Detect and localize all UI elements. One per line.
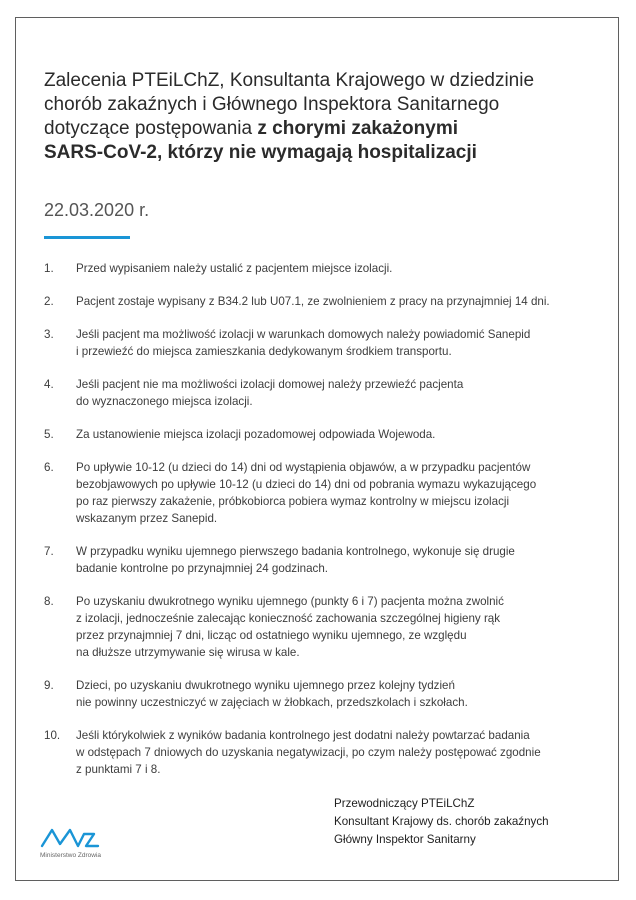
list-item-number: 5. bbox=[44, 428, 54, 441]
list-item bbox=[44, 326, 614, 360]
logo-caption: Ministerstwo Zdrowia bbox=[40, 852, 102, 859]
list-item-number: 3. bbox=[44, 328, 54, 341]
list-item-number: 10. bbox=[44, 729, 61, 742]
list-item bbox=[44, 727, 614, 778]
list-item-line: z izolacji, jednocześnie zalecając konieczność zachowania szczególnej higieny rąk bbox=[76, 612, 501, 625]
list-item-line: badanie kontrolne po przynajmniej 24 godzinach. bbox=[76, 562, 329, 575]
list-item-line: Jeśli pacjent nie ma możliwości izolacji domowej należy przewieźć pacjenta bbox=[76, 378, 464, 391]
list-item-text bbox=[76, 543, 614, 577]
list-item-line: na dłuższe utrzymywanie się wirusa w kale. bbox=[76, 646, 300, 659]
recommendations-list bbox=[44, 260, 614, 794]
list-item-line: przez przynajmniej 7 dni, licząc od ostatniego wyniku ujemnego, ze względu bbox=[76, 629, 467, 642]
signature-block bbox=[334, 795, 549, 849]
list-item-line: z punktami 7 i 8. bbox=[76, 763, 161, 776]
title-line-4: SARS-CoV-2, którzy nie wymagają hospitalizacji bbox=[44, 142, 477, 163]
list-item-number: 8. bbox=[44, 595, 54, 608]
list-item-line: do wyznaczonego miejsca izolacji. bbox=[76, 395, 253, 408]
list-item-line: i przewieźć do miejsca zamieszkania dedykowanym środkiem transportu. bbox=[76, 345, 452, 358]
document-date: 22.03.2020 r. bbox=[44, 200, 150, 220]
list-item bbox=[44, 260, 614, 277]
list-item-text bbox=[76, 727, 614, 778]
list-item-line: wskazanym przez Sanepid. bbox=[76, 512, 218, 525]
list-item-line: Po upływie 10-12 (u dzieci do 14) dni od wystąpienia objawów, a w przypadku pacjentów bbox=[76, 461, 531, 474]
ministry-logo bbox=[40, 824, 130, 864]
list-item-line: Za ustanowienie miejsca izolacji pozadomowej odpowiada Wojewoda. bbox=[76, 428, 436, 441]
list-item-number: 6. bbox=[44, 461, 54, 474]
list-item-text bbox=[76, 426, 614, 443]
list-item-line: Jeśli pacjent ma możliwość izolacji w warunkach domowych należy powiadomić Sanepid bbox=[76, 328, 531, 341]
document-title bbox=[44, 69, 604, 165]
list-item-text bbox=[76, 593, 614, 661]
title-line-3-regular: dotyczące postępowania bbox=[44, 118, 258, 139]
signature-line-2: Konsultant Krajowy ds. chorób zakaźnych bbox=[334, 815, 549, 828]
list-item-text bbox=[76, 459, 614, 527]
list-item-line: Pacjent zostaje wypisany z B34.2 lub U07.1, ze zwolnieniem z pracy na przynajmniej 14 dni. bbox=[76, 295, 550, 308]
list-item-text bbox=[76, 293, 614, 310]
title-line-1: Zalecenia PTEiLChZ, Konsultanta Krajowego w dziedzinie bbox=[44, 70, 535, 91]
list-item bbox=[44, 293, 614, 310]
title-line-2: chorób zakaźnych i Głównego Inspektora Sanitarnego bbox=[44, 94, 500, 115]
list-item-line: bezobjawowych po upływie 10-12 (u dzieci do 14) dni od pobrania wymazu wykazującego bbox=[76, 478, 537, 491]
list-item-line: Po uzyskaniu dwukrotnego wyniku ujemnego (punkty 6 i 7) pacjenta można zwolnić bbox=[76, 595, 504, 608]
list-item-number: 1. bbox=[44, 262, 54, 275]
list-item-number: 2. bbox=[44, 295, 54, 308]
list-item-number: 7. bbox=[44, 545, 54, 558]
list-item bbox=[44, 459, 614, 527]
list-item-text bbox=[76, 326, 614, 360]
list-item-line: Jeśli którykolwiek z wyników badania kontrolnego jest dodatni należy powtarzać badania bbox=[76, 729, 530, 742]
list-item-text bbox=[76, 677, 614, 711]
list-item-number: 4. bbox=[44, 378, 54, 391]
signature-line-3: Główny Inspektor Sanitarny bbox=[334, 833, 476, 846]
list-item-line: Przed wypisaniem należy ustalić z pacjentem miejsce izolacji. bbox=[76, 262, 393, 275]
list-item-line: Dzieci, po uzyskaniu dwukrotnego wyniku ujemnego przez kolejny tydzień bbox=[76, 679, 455, 692]
list-item-text bbox=[76, 376, 614, 410]
list-item-line: w odstępach 7 dniowych do uzyskania negatywizacji, po czym należy postępować zgodnie bbox=[76, 746, 541, 759]
list-item-line: W przypadku wyniku ujemnego pierwszego badania kontrolnego, wykonuje się drugie bbox=[76, 545, 515, 558]
signature-line-1: Przewodniczący PTEiLChZ bbox=[334, 797, 475, 810]
list-item-text bbox=[76, 260, 614, 277]
title-line-3-bold: z chorymi zakażonymi bbox=[257, 118, 458, 139]
list-item bbox=[44, 376, 614, 410]
list-item bbox=[44, 543, 614, 577]
list-item-line: po raz pierwszy zakażenie, próbkobiorca pobiera wymaz kontrolny w miejscu izolacji bbox=[76, 495, 510, 508]
list-item bbox=[44, 593, 614, 661]
title-line-3 bbox=[44, 117, 604, 141]
list-item-number: 9. bbox=[44, 679, 54, 692]
list-item bbox=[44, 677, 614, 711]
accent-rule bbox=[44, 236, 130, 239]
list-item bbox=[44, 426, 614, 443]
ministry-logo-mark-icon bbox=[40, 824, 120, 850]
list-item-line: nie powinny uczestniczyć w zajęciach w żłobkach, przedszkolach i szkołach. bbox=[76, 696, 468, 709]
